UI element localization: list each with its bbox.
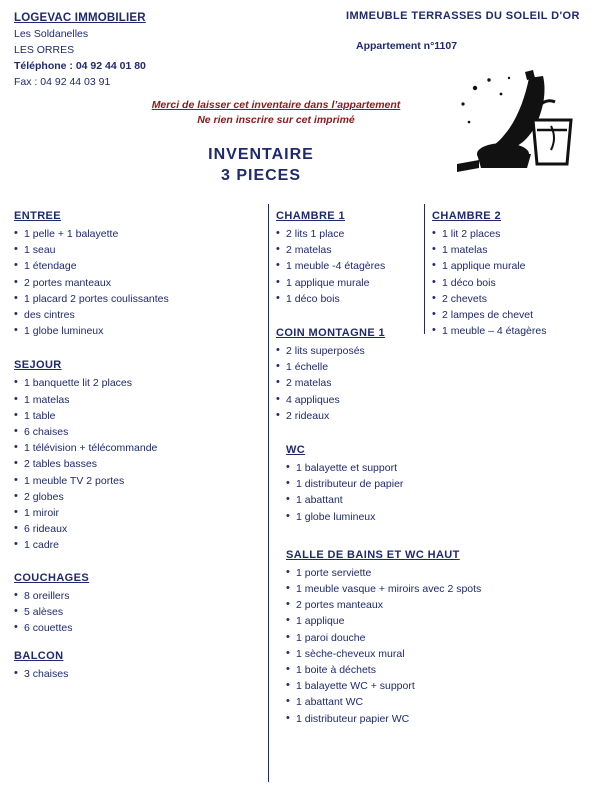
section-chambre-1 — [276, 210, 426, 307]
list-item: • 1 balayette et support — [286, 460, 426, 476]
list-item: • 1 abattant WC — [286, 694, 546, 710]
list-item: • 1 meuble TV 2 portes — [14, 473, 264, 489]
section-item-list — [14, 226, 264, 339]
section-item-list — [286, 460, 426, 525]
agency-fax: Fax : 04 92 44 03 91 — [14, 76, 111, 88]
cleaning-bucket-broom-icon — [455, 68, 580, 178]
apartment-number: Appartement n°1107 — [356, 40, 458, 52]
list-item: • 1 meuble vasque + miroirs avec 2 spots — [286, 581, 546, 597]
section-couchages — [14, 572, 264, 637]
section-item-list — [276, 226, 426, 307]
list-item: • 1 pelle + 1 balayette — [14, 226, 264, 242]
list-item: • 1 matelas — [14, 392, 264, 408]
document-header — [14, 8, 598, 96]
list-item: • 2 matelas — [276, 242, 426, 258]
list-item: • 1 balayette WC + support — [286, 678, 546, 694]
list-item: • 1 distributeur papier WC — [286, 711, 546, 727]
section-salle-de-bains-wc-haut — [286, 549, 546, 727]
section-title: CHAMBRE 1 — [276, 210, 345, 222]
list-item: • 1 abattant — [286, 492, 426, 508]
list-item: • 1 placard 2 portes coulissantes — [14, 291, 264, 307]
list-item: • 2 matelas — [276, 375, 426, 391]
column-divider-1 — [268, 204, 269, 782]
section-sejour — [14, 359, 264, 553]
agency-block — [14, 10, 146, 90]
list-item: • 1 applique murale — [276, 275, 426, 291]
section-title: CHAMBRE 2 — [432, 210, 501, 222]
list-item: • 1 distributeur de papier — [286, 476, 426, 492]
list-item: • 1 échelle — [276, 359, 426, 375]
agency-address-line-1: Les Soldanelles — [14, 28, 89, 40]
list-item: • 4 appliques — [276, 392, 426, 408]
list-item: • 1 télévision + télécommande — [14, 440, 264, 456]
section-entree — [14, 210, 264, 339]
list-item: • 2 lampes de chevet — [432, 307, 612, 323]
section-title: SEJOUR — [14, 359, 62, 372]
inventory-columns — [14, 210, 598, 810]
list-item: • 6 chaises — [14, 424, 264, 440]
list-item: • 1 table — [14, 408, 264, 424]
agency-name: LOGEVAC IMMOBILIER — [14, 12, 146, 24]
inventory-column-3 — [432, 210, 612, 353]
section-title: ENTREE — [14, 210, 62, 222]
list-item: • 1 applique — [286, 613, 546, 629]
list-item: • des cintres — [14, 307, 264, 323]
section-wc — [286, 444, 426, 525]
section-title: SALLE DE BAINS ET WC HAUT — [286, 548, 460, 561]
list-item: • 1 globe lumineux — [286, 509, 426, 525]
list-item: • 2 lits superposés — [276, 343, 426, 359]
section-coin-montagne-1 — [276, 327, 426, 424]
section-chambre-2 — [432, 210, 612, 339]
section-balcon — [14, 650, 264, 682]
list-item: • 1 cadre — [14, 537, 264, 553]
section-title: COUCHAGES — [14, 571, 90, 584]
list-item: • 8 oreillers — [14, 588, 264, 604]
section-item-list — [14, 588, 264, 637]
list-item: • 2 rideaux — [276, 408, 426, 424]
list-item: • 2 tables basses — [14, 456, 264, 472]
notice-line-2: Ne rien inscrire sur cet imprimé — [197, 114, 355, 126]
list-item: • 1 meuble – 4 étagères — [432, 323, 612, 339]
list-item: • 6 couettes — [14, 620, 264, 636]
building-block — [346, 10, 580, 52]
list-item: • 1 déco bois — [276, 291, 426, 307]
list-item: • 2 globes — [14, 489, 264, 505]
section-item-list — [14, 375, 264, 553]
list-item: • 1 meuble -4 étagères — [276, 258, 426, 274]
list-item: • 1 banquette lit 2 places — [14, 375, 264, 391]
list-item: • 6 rideaux — [14, 521, 264, 537]
list-item: • 1 sèche-cheveux mural — [286, 646, 546, 662]
agency-phone: Téléphone : 04 92 44 01 80 — [14, 60, 146, 72]
section-item-list — [276, 343, 426, 424]
agency-address-line-2: LES ORRES — [14, 44, 75, 56]
list-item: • 1 lit 2 places — [432, 226, 612, 242]
list-item: • 1 porte serviette — [286, 565, 546, 581]
list-item: • 5 alèses — [14, 604, 264, 620]
section-item-list — [432, 226, 612, 339]
section-item-list — [14, 666, 264, 682]
list-item: • 1 boite à déchets — [286, 662, 546, 678]
list-item: • 2 portes manteaux — [286, 597, 546, 613]
section-title: BALCON — [14, 650, 64, 663]
list-item: • 2 chevets — [432, 291, 612, 307]
list-item: • 1 déco bois — [432, 275, 612, 291]
section-item-list — [286, 565, 546, 727]
list-item: • 1 globe lumineux — [14, 323, 264, 339]
inventory-column-1 — [14, 210, 264, 696]
section-title: WC — [286, 444, 306, 457]
list-item: • 1 paroi douche — [286, 630, 546, 646]
list-item: • 1 matelas — [432, 242, 612, 258]
title-line-1: INVENTAIRE — [208, 146, 314, 163]
building-name: IMMEUBLE TERRASSES DU SOLEIL D'OR — [346, 10, 580, 22]
list-item: • 1 applique murale — [432, 258, 612, 274]
notice-line-1: Merci de laisser cet inventaire dans l’appartement — [151, 99, 401, 111]
list-item: • 2 lits 1 place — [276, 226, 426, 242]
list-item: • 1 étendage — [14, 258, 264, 274]
list-item: • 2 portes manteaux — [14, 275, 264, 291]
title-line-2: 3 PIECES — [220, 167, 302, 184]
list-item: • 3 chaises — [14, 666, 264, 682]
section-title: COIN MONTAGNE 1 — [276, 327, 386, 340]
list-item: • 1 miroir — [14, 505, 264, 521]
list-item: • 1 seau — [14, 242, 264, 258]
